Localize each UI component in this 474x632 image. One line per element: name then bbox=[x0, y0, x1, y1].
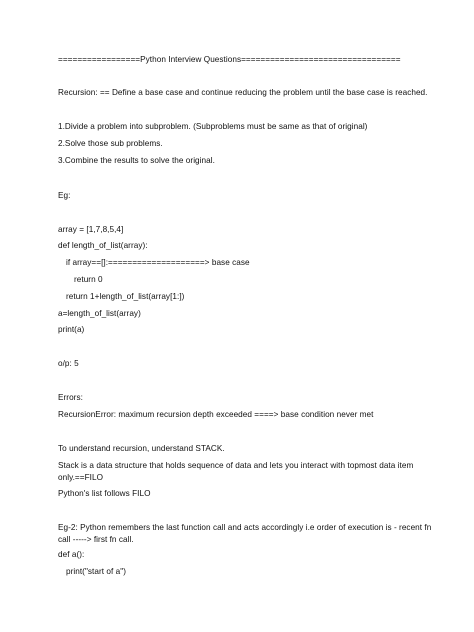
python-list-line: Python's list follows FILO bbox=[58, 489, 151, 498]
code-line: return 0 bbox=[74, 275, 103, 284]
step-item: 1.Divide a problem into subproblem. (Subproblems must be same as that of original) bbox=[58, 122, 368, 131]
code-line: a=length_of_list(array) bbox=[58, 309, 141, 318]
step-item: 2.Solve those sub problems. bbox=[58, 139, 163, 148]
stack-definition: Stack is a data structure that holds sequence of data and lets you interact with topmost data item only.==FILO bbox=[58, 461, 414, 482]
understand-line: To understand recursion, understand STACK. bbox=[58, 444, 225, 453]
code-line: if array==[]:====================> base case bbox=[66, 258, 250, 267]
step-item: 3.Combine the results to solve the original. bbox=[58, 156, 215, 165]
example-label: Eg: bbox=[58, 191, 71, 200]
document-header: =================Python Interview Questions================================= bbox=[58, 55, 401, 64]
code-line: array = [1,7,8,5,4] bbox=[58, 225, 124, 234]
example-2-text: Eg-2: Python remembers the last function call and acts accordingly i.e order of execution is - recent fn call -----> first fn call. bbox=[58, 523, 432, 544]
code-line: print("start of a") bbox=[66, 567, 126, 576]
code-line: return 1+length_of_list(array[1:]) bbox=[66, 292, 185, 301]
recursion-definition: Recursion: == Define a base case and continue reducing the problem until the base case is reached. bbox=[58, 88, 428, 97]
code-line: def length_of_list(array): bbox=[58, 241, 148, 250]
recursion-error: RecursionError: maximum recursion depth exceeded ====> base condition never met bbox=[58, 410, 374, 419]
output-line: o/p: 5 bbox=[58, 359, 79, 368]
code-line: print(a) bbox=[58, 325, 85, 334]
code-line: def a(): bbox=[58, 550, 85, 559]
errors-label: Errors: bbox=[58, 393, 83, 402]
